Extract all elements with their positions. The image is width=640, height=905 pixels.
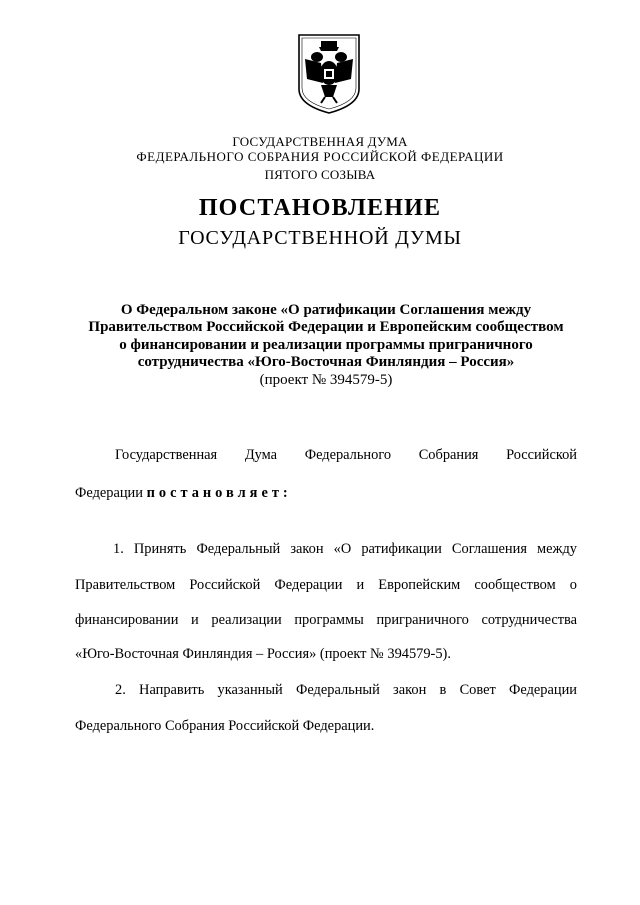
preamble-line-1: Государственная Дума Федерального Собрания Российской <box>115 447 577 463</box>
project-number: (проект № 394579-5) <box>259 371 393 388</box>
item-1-line: финансировании и реализации программы приграничного сотрудничества <box>75 612 577 628</box>
document-title: ПОСТАНОВЛЕНИЕ <box>198 195 442 221</box>
subject-line: сотрудничества «Юго-Восточная Финляндия – Россия» <box>137 354 515 371</box>
preamble-line-2 <box>75 485 292 502</box>
item-1-line: Правительством Российской Федерации и Европейским сообществом о <box>75 577 577 593</box>
item-2-line: Федерального Собрания Российской Федерации. <box>75 718 375 734</box>
header-line-duma: ГОСУДАРСТВЕННАЯ ДУМА <box>232 134 408 149</box>
item-1-line: «Юго-Восточная Финляндия – Россия» (проект № 394579-5). <box>75 646 451 662</box>
subject-line: Правительством Российской Федерации и Европейским сообществом <box>88 319 564 336</box>
subject-line: О Федеральном законе «О ратификации Соглашения между <box>120 302 532 318</box>
coat-of-arms-emblem <box>297 33 361 115</box>
item-2-line: 2. Направить указанный Федеральный закон в Совет Федерации <box>115 682 577 698</box>
subject-block <box>60 302 592 389</box>
resolves-keyword: постановляет: <box>146 485 292 501</box>
item-1-line: 1. Принять Федеральный закон «О ратификации Соглашения между <box>113 541 577 557</box>
document-subtitle: ГОСУДАРСТВЕННОЙ ДУМЫ <box>178 227 462 249</box>
subject-line: о финансировании и реализации программы приграничного <box>119 336 533 353</box>
double-headed-eagle-icon <box>297 33 361 115</box>
header-line-assembly: ФЕДЕРАЛЬНОГО СОБРАНИЯ РОССИЙСКОЙ ФЕДЕРАЦИИ <box>136 149 504 164</box>
preamble-prefix: Федерации <box>75 485 143 501</box>
header-line-convocation: ПЯТОГО СОЗЫВА <box>264 167 376 182</box>
